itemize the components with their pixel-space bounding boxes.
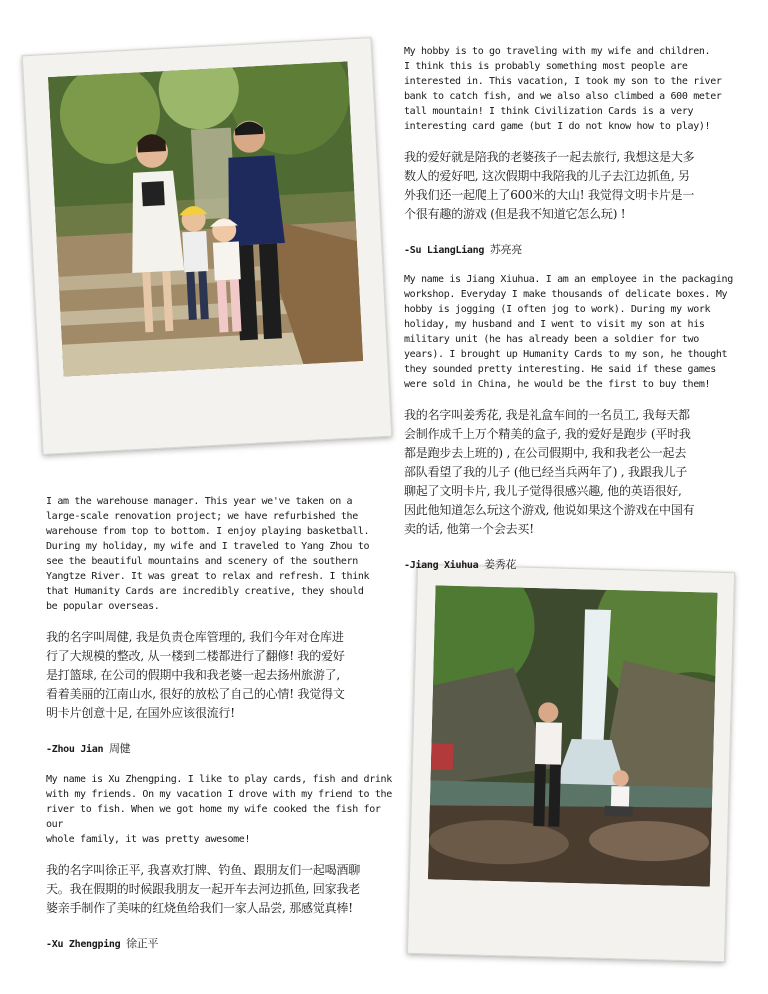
story-chinese-text: 我的爱好就是陪我的老婆孩子一起去旅行, 我想这是大多 数人的爱好吧, 这次假期中我陪我的儿子去江边抓鱼, 另 外我们还一起爬上了600米的大山! 我觉得文明卡片是一 个很有趣的游戏 (但是我不知道它怎么玩) !: [404, 150, 695, 221]
signature-chinese-name: 徐正平: [126, 937, 159, 950]
story-chinese-text: 我的名字叫姜秀花, 我是礼盒车间的一名员工, 我每天都 会制作成千上万个精美的盒子, 我的爱好是跑步 (平时我 都是跑步去上班的) , 在公司假期中, 我和我老公一起去 部队看望了我的儿子 (他已经当兵两年了) , 我跟我儿子 聊起了文明卡片, 我儿子觉得很感兴趣, 他的英语很好, 因此他知道怎么玩这个游戏, 他说如果这个游戏在中国有 卖的话, 他第一个会去买!: [404, 408, 695, 536]
signature-chinese-name: 苏亮亮: [489, 243, 522, 256]
story-su-liangliang: [404, 44, 756, 257]
story-english-text: My name is Jiang Xiuhua. I am an employee in the packaging workshop. Everyday I make thousands of delicate boxes. My hobby is jogging (I often jog to work). During my work holiday, my husband and I went to visit my son at his military unit (he has already been a soldier for two years). I brought up Humanity Cards to my son, he thought they sounded pretty interesting. He said if these games were sold in China, he would be the first to buy them!: [404, 274, 733, 390]
story-signature: [404, 556, 756, 572]
polaroid-family-photo: [22, 37, 392, 455]
story-english-text: I am the warehouse manager. This year we've taken on a large-scale renovation project; we have refurbished the warehouse from top to bottom. I enjoy playing basketball. During my holiday, my wife and I traveled to Yang Zhou to see the beautiful mountains and scenery of the southern Yangtze River. It was great to relax and refresh. I think that Humanity Cards are incredibly creative, they should be popular overseas.: [46, 496, 370, 612]
polaroid-waterfall-photo: [407, 564, 735, 962]
story-xu-zhengping: [46, 772, 398, 951]
signature-name: -Jiang Xiuhua: [404, 560, 479, 571]
story-zhou-jian: [46, 494, 398, 756]
waterfall-photo: [428, 585, 718, 886]
story-jiang-xiuhua: [404, 272, 756, 572]
signature-chinese-name: 姜秀花: [484, 558, 517, 571]
signature-name: -Zhou Jian: [46, 744, 104, 755]
story-chinese-text: 我的名字叫周健, 我是负责仓库管理的, 我们今年对仓库进 行了大规模的整改, 从一楼到二楼都进行了翻修! 我的爱好 是打篮球, 在公司的假期中我和我老婆一起去扬州旅游了, 看着美丽的江南山水, 很好的放松了自己的心情! 我觉得文 明卡片创意十足, 在国外应该很流行!: [46, 630, 345, 720]
family-photo: [48, 61, 363, 376]
signature-name: -Su LiangLiang: [404, 245, 485, 256]
story-signature: [46, 740, 398, 756]
story-signature: [46, 935, 398, 951]
story-english-text: My hobby is to go traveling with my wife and children. I think this is probably something most people are interested in. This vacation, I took my son to the river bank to catch fish, and we also also climbed a 600 meter tall mountain! I think Civilization Cards is a very interesting card game (but I do not know how to play)!: [404, 46, 722, 132]
story-chinese-text: 我的名字叫徐正平, 我喜欢打牌、钓鱼、跟朋友们一起喝酒聊 天。我在假期的时候跟我朋友一起开车去河边抓鱼, 回家我老 婆亲手制作了美味的红烧鱼给我们一家人品尝, 那感觉真棒!: [46, 863, 361, 915]
signature-chinese-name: 周健: [108, 742, 131, 755]
story-signature: [404, 241, 756, 257]
story-english-text: My name is Xu Zhengping. I like to play cards, fish and drink with my friends. On my vacation I drove with my friend to the river to fish. When we got home my wife cooked the fish for our whole family, it was pretty awesome!: [46, 774, 392, 845]
signature-name: -Xu Zhengping: [46, 939, 121, 950]
